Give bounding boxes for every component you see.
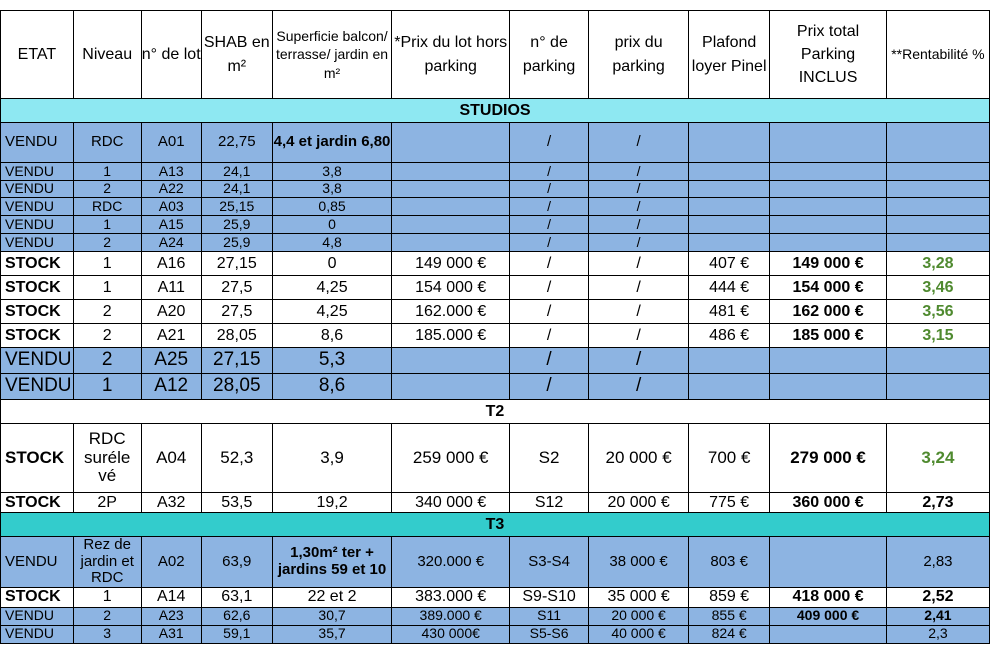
cell-etat: STOCK bbox=[1, 300, 74, 324]
cell-parking-no: / bbox=[510, 348, 589, 374]
cell-rentabilite: 2,52 bbox=[886, 587, 989, 607]
cell-niveau: 1 bbox=[73, 587, 141, 607]
cell-superficie: 4,25 bbox=[272, 300, 392, 324]
cell-prix-total bbox=[770, 374, 887, 400]
cell-plafond-loyer bbox=[689, 348, 770, 374]
cell-plafond-loyer: 855 € bbox=[689, 607, 770, 625]
cell-prix-parking: 35 000 € bbox=[589, 587, 689, 607]
cell-superficie: 22 et 2 bbox=[272, 587, 392, 607]
col-prix-parking: prix du parking bbox=[589, 11, 689, 99]
table-row bbox=[1, 123, 990, 163]
cell-niveau: 1 bbox=[73, 374, 141, 400]
cell-rentabilite bbox=[886, 198, 989, 216]
cell-niveau: Rez de jardin et RDC bbox=[73, 537, 141, 588]
table-row bbox=[1, 181, 990, 198]
cell-prix-total: 154 000 € bbox=[770, 276, 887, 300]
cell-lot: A03 bbox=[141, 198, 201, 216]
cell-prix-total bbox=[770, 123, 887, 163]
cell-prix-lot: 320.000 € bbox=[392, 537, 510, 588]
cell-prix-lot bbox=[392, 374, 510, 400]
cell-etat: STOCK bbox=[1, 252, 74, 276]
cell-prix-lot: 162.000 € bbox=[392, 300, 510, 324]
cell-plafond-loyer: 824 € bbox=[689, 625, 770, 643]
t3-group bbox=[1, 537, 990, 644]
cell-parking-no: / bbox=[510, 276, 589, 300]
col-parking-no: n° de parking bbox=[510, 11, 589, 99]
cell-shab: 28,05 bbox=[201, 324, 272, 348]
cell-superficie: 3,8 bbox=[272, 163, 392, 181]
cell-prix-total: 360 000 € bbox=[770, 493, 887, 513]
table-row bbox=[1, 216, 990, 234]
cell-plafond-loyer: 859 € bbox=[689, 587, 770, 607]
cell-etat: VENDU bbox=[1, 374, 74, 400]
cell-plafond-loyer bbox=[689, 216, 770, 234]
cell-prix-total bbox=[770, 537, 887, 588]
cell-etat: VENDU bbox=[1, 181, 74, 198]
cell-rentabilite bbox=[886, 374, 989, 400]
cell-parking-no: S11 bbox=[510, 607, 589, 625]
cell-shab: 25,9 bbox=[201, 234, 272, 252]
cell-prix-total bbox=[770, 216, 887, 234]
cell-rentabilite: 3,15 bbox=[886, 324, 989, 348]
cell-niveau: 2 bbox=[73, 300, 141, 324]
cell-prix-total: 149 000 € bbox=[770, 252, 887, 276]
section-t2 bbox=[1, 400, 990, 424]
cell-plafond-loyer: 486 € bbox=[689, 324, 770, 348]
cell-superficie: 0,85 bbox=[272, 198, 392, 216]
cell-shab: 27,15 bbox=[201, 348, 272, 374]
cell-prix-lot: 154 000 € bbox=[392, 276, 510, 300]
cell-rentabilite: 3,46 bbox=[886, 276, 989, 300]
studios-group bbox=[1, 123, 990, 400]
cell-niveau: RDC bbox=[73, 123, 141, 163]
cell-prix-lot: 389.000 € bbox=[392, 607, 510, 625]
section-title: STUDIOS bbox=[1, 99, 990, 123]
cell-etat: VENDU bbox=[1, 625, 74, 643]
section-t3 bbox=[1, 513, 990, 537]
cell-prix-lot: 383.000 € bbox=[392, 587, 510, 607]
cell-shab: 59,1 bbox=[201, 625, 272, 643]
cell-prix-parking: / bbox=[589, 198, 689, 216]
cell-niveau: 1 bbox=[73, 252, 141, 276]
cell-rentabilite bbox=[886, 123, 989, 163]
cell-shab: 63,9 bbox=[201, 537, 272, 588]
cell-rentabilite bbox=[886, 348, 989, 374]
cell-lot: A13 bbox=[141, 163, 201, 181]
cell-prix-total bbox=[770, 348, 887, 374]
cell-prix-parking: / bbox=[589, 123, 689, 163]
table-row bbox=[1, 276, 990, 300]
cell-plafond-loyer: 700 € bbox=[689, 424, 770, 493]
table-row bbox=[1, 493, 990, 513]
cell-prix-parking: / bbox=[589, 181, 689, 198]
cell-prix-total bbox=[770, 198, 887, 216]
col-plafond-loyer: Plafond loyer Pinel bbox=[689, 11, 770, 99]
table-row bbox=[1, 607, 990, 625]
cell-prix-parking: / bbox=[589, 324, 689, 348]
cell-plafond-loyer: 444 € bbox=[689, 276, 770, 300]
cell-prix-parking: / bbox=[589, 216, 689, 234]
cell-niveau: 1 bbox=[73, 276, 141, 300]
cell-plafond-loyer bbox=[689, 234, 770, 252]
cell-shab: 25,9 bbox=[201, 216, 272, 234]
cell-lot: A15 bbox=[141, 216, 201, 234]
table-row bbox=[1, 424, 990, 493]
cell-etat: VENDU bbox=[1, 198, 74, 216]
cell-prix-lot bbox=[392, 234, 510, 252]
cell-etat: STOCK bbox=[1, 424, 74, 493]
cell-shab: 63,1 bbox=[201, 587, 272, 607]
cell-parking-no: S5-S6 bbox=[510, 625, 589, 643]
col-niveau: Niveau bbox=[73, 11, 141, 99]
lots-table bbox=[0, 10, 990, 644]
cell-lot: A21 bbox=[141, 324, 201, 348]
cell-prix-lot bbox=[392, 181, 510, 198]
table-row bbox=[1, 234, 990, 252]
col-superficie: Superficie balcon/ terrasse/ jardin en m² bbox=[272, 11, 392, 99]
cell-parking-no: / bbox=[510, 198, 589, 216]
cell-lot: A23 bbox=[141, 607, 201, 625]
cell-plafond-loyer bbox=[689, 374, 770, 400]
cell-plafond-loyer: 481 € bbox=[689, 300, 770, 324]
cell-superficie: 4,8 bbox=[272, 234, 392, 252]
cell-prix-lot bbox=[392, 123, 510, 163]
cell-superficie: 8,6 bbox=[272, 324, 392, 348]
cell-superficie: 4,25 bbox=[272, 276, 392, 300]
cell-rentabilite bbox=[886, 163, 989, 181]
cell-etat: VENDU bbox=[1, 123, 74, 163]
header-row bbox=[1, 11, 990, 99]
cell-superficie: 3,9 bbox=[272, 424, 392, 493]
cell-lot: A14 bbox=[141, 587, 201, 607]
cell-parking-no: S3-S4 bbox=[510, 537, 589, 588]
cell-prix-lot: 259 000 € bbox=[392, 424, 510, 493]
cell-prix-parking: 20 000 € bbox=[589, 607, 689, 625]
cell-prix-parking: / bbox=[589, 374, 689, 400]
cell-superficie: 19,2 bbox=[272, 493, 392, 513]
cell-prix-lot: 185.000 € bbox=[392, 324, 510, 348]
cell-parking-no: / bbox=[510, 123, 589, 163]
cell-superficie: 5,3 bbox=[272, 348, 392, 374]
cell-plafond-loyer: 803 € bbox=[689, 537, 770, 588]
cell-lot: A02 bbox=[141, 537, 201, 588]
cell-niveau: 2P bbox=[73, 493, 141, 513]
cell-prix-parking: / bbox=[589, 252, 689, 276]
cell-prix-parking: / bbox=[589, 300, 689, 324]
cell-superficie: 1,30m² ter + jardins 59 et 10 bbox=[272, 537, 392, 588]
cell-etat: STOCK bbox=[1, 324, 74, 348]
table-row bbox=[1, 163, 990, 181]
cell-niveau: RDC suréle vé bbox=[73, 424, 141, 493]
table-row bbox=[1, 348, 990, 374]
cell-shab: 53,5 bbox=[201, 493, 272, 513]
cell-shab: 27,15 bbox=[201, 252, 272, 276]
col-etat: ETAT bbox=[1, 11, 74, 99]
cell-parking-no: / bbox=[510, 216, 589, 234]
cell-niveau: 1 bbox=[73, 216, 141, 234]
cell-lot: A01 bbox=[141, 123, 201, 163]
cell-prix-lot bbox=[392, 198, 510, 216]
cell-superficie: 0 bbox=[272, 252, 392, 276]
cell-niveau: 2 bbox=[73, 181, 141, 198]
table-row bbox=[1, 198, 990, 216]
cell-prix-total: 162 000 € bbox=[770, 300, 887, 324]
cell-prix-parking: 20 000 € bbox=[589, 424, 689, 493]
col-lot: n° de lot bbox=[141, 11, 201, 99]
cell-lot: A31 bbox=[141, 625, 201, 643]
table-row bbox=[1, 324, 990, 348]
cell-parking-no: / bbox=[510, 181, 589, 198]
cell-prix-parking: 20 000 € bbox=[589, 493, 689, 513]
cell-shab: 62,6 bbox=[201, 607, 272, 625]
cell-rentabilite: 2,73 bbox=[886, 493, 989, 513]
cell-lot: A12 bbox=[141, 374, 201, 400]
cell-rentabilite bbox=[886, 181, 989, 198]
cell-prix-total: 409 000 € bbox=[770, 607, 887, 625]
cell-prix-total bbox=[770, 181, 887, 198]
cell-lot: A04 bbox=[141, 424, 201, 493]
cell-prix-total: 279 000 € bbox=[770, 424, 887, 493]
cell-etat: VENDU bbox=[1, 348, 74, 374]
cell-etat: VENDU bbox=[1, 537, 74, 588]
cell-prix-total: 418 000 € bbox=[770, 587, 887, 607]
cell-etat: VENDU bbox=[1, 216, 74, 234]
cell-prix-lot: 430 000€ bbox=[392, 625, 510, 643]
cell-lot: A20 bbox=[141, 300, 201, 324]
t2-group bbox=[1, 424, 990, 513]
cell-parking-no: S2 bbox=[510, 424, 589, 493]
cell-shab: 24,1 bbox=[201, 163, 272, 181]
cell-niveau: 2 bbox=[73, 324, 141, 348]
cell-niveau: 3 bbox=[73, 625, 141, 643]
cell-plafond-loyer bbox=[689, 163, 770, 181]
cell-rentabilite: 3,56 bbox=[886, 300, 989, 324]
cell-lot: A25 bbox=[141, 348, 201, 374]
cell-lot: A22 bbox=[141, 181, 201, 198]
cell-prix-lot: 340 000 € bbox=[392, 493, 510, 513]
table-row bbox=[1, 587, 990, 607]
cell-prix-total: 185 000 € bbox=[770, 324, 887, 348]
cell-etat: STOCK bbox=[1, 587, 74, 607]
cell-parking-no: / bbox=[510, 234, 589, 252]
cell-rentabilite: 2,83 bbox=[886, 537, 989, 588]
cell-niveau: RDC bbox=[73, 198, 141, 216]
cell-superficie: 3,8 bbox=[272, 181, 392, 198]
cell-parking-no: / bbox=[510, 324, 589, 348]
cell-parking-no: S12 bbox=[510, 493, 589, 513]
cell-parking-no: / bbox=[510, 300, 589, 324]
cell-plafond-loyer bbox=[689, 181, 770, 198]
cell-parking-no: / bbox=[510, 374, 589, 400]
table-row bbox=[1, 625, 990, 643]
cell-parking-no: S9-S10 bbox=[510, 587, 589, 607]
col-prix-lot: *Prix du lot hors parking bbox=[392, 11, 510, 99]
cell-prix-parking: / bbox=[589, 234, 689, 252]
section-studios bbox=[1, 99, 990, 123]
cell-lot: A16 bbox=[141, 252, 201, 276]
cell-etat: STOCK bbox=[1, 493, 74, 513]
cell-etat: VENDU bbox=[1, 163, 74, 181]
cell-prix-lot bbox=[392, 348, 510, 374]
cell-prix-lot bbox=[392, 216, 510, 234]
table-row bbox=[1, 374, 990, 400]
cell-plafond-loyer: 407 € bbox=[689, 252, 770, 276]
cell-plafond-loyer: 775 € bbox=[689, 493, 770, 513]
cell-shab: 22,75 bbox=[201, 123, 272, 163]
cell-prix-parking: / bbox=[589, 163, 689, 181]
table-row bbox=[1, 537, 990, 588]
cell-prix-lot: 149 000 € bbox=[392, 252, 510, 276]
cell-shab: 24,1 bbox=[201, 181, 272, 198]
cell-prix-parking: 40 000 € bbox=[589, 625, 689, 643]
cell-superficie: 4,4 et jardin 6,80 bbox=[272, 123, 392, 163]
cell-etat: VENDU bbox=[1, 234, 74, 252]
cell-prix-parking: / bbox=[589, 348, 689, 374]
cell-niveau: 2 bbox=[73, 234, 141, 252]
cell-prix-parking: / bbox=[589, 276, 689, 300]
col-rentabilite: **Rentabilité % bbox=[886, 11, 989, 99]
cell-prix-parking: 38 000 € bbox=[589, 537, 689, 588]
cell-shab: 27,5 bbox=[201, 300, 272, 324]
cell-lot: A32 bbox=[141, 493, 201, 513]
cell-shab: 52,3 bbox=[201, 424, 272, 493]
cell-etat: VENDU bbox=[1, 607, 74, 625]
cell-rentabilite: 3,28 bbox=[886, 252, 989, 276]
cell-niveau: 1 bbox=[73, 163, 141, 181]
cell-rentabilite: 3,24 bbox=[886, 424, 989, 493]
cell-prix-total bbox=[770, 163, 887, 181]
cell-lot: A24 bbox=[141, 234, 201, 252]
cell-rentabilite: 2,41 bbox=[886, 607, 989, 625]
section-title: T2 bbox=[1, 400, 990, 424]
col-shab: SHAB en m² bbox=[201, 11, 272, 99]
cell-superficie: 0 bbox=[272, 216, 392, 234]
section-title: T3 bbox=[1, 513, 990, 537]
cell-prix-lot bbox=[392, 163, 510, 181]
table-row bbox=[1, 300, 990, 324]
cell-shab: 25,15 bbox=[201, 198, 272, 216]
cell-rentabilite bbox=[886, 216, 989, 234]
cell-parking-no: / bbox=[510, 163, 589, 181]
col-prix-total: Prix total Parking INCLUS bbox=[770, 11, 887, 99]
cell-shab: 27,5 bbox=[201, 276, 272, 300]
cell-plafond-loyer bbox=[689, 198, 770, 216]
cell-niveau: 2 bbox=[73, 348, 141, 374]
cell-lot: A11 bbox=[141, 276, 201, 300]
cell-superficie: 8,6 bbox=[272, 374, 392, 400]
cell-plafond-loyer bbox=[689, 123, 770, 163]
cell-superficie: 35,7 bbox=[272, 625, 392, 643]
table-row bbox=[1, 252, 990, 276]
cell-prix-total bbox=[770, 625, 887, 643]
cell-parking-no: / bbox=[510, 252, 589, 276]
cell-superficie: 30,7 bbox=[272, 607, 392, 625]
cell-shab: 28,05 bbox=[201, 374, 272, 400]
cell-rentabilite: 2,3 bbox=[886, 625, 989, 643]
cell-prix-total bbox=[770, 234, 887, 252]
cell-niveau: 2 bbox=[73, 607, 141, 625]
cell-etat: STOCK bbox=[1, 276, 74, 300]
cell-rentabilite bbox=[886, 234, 989, 252]
